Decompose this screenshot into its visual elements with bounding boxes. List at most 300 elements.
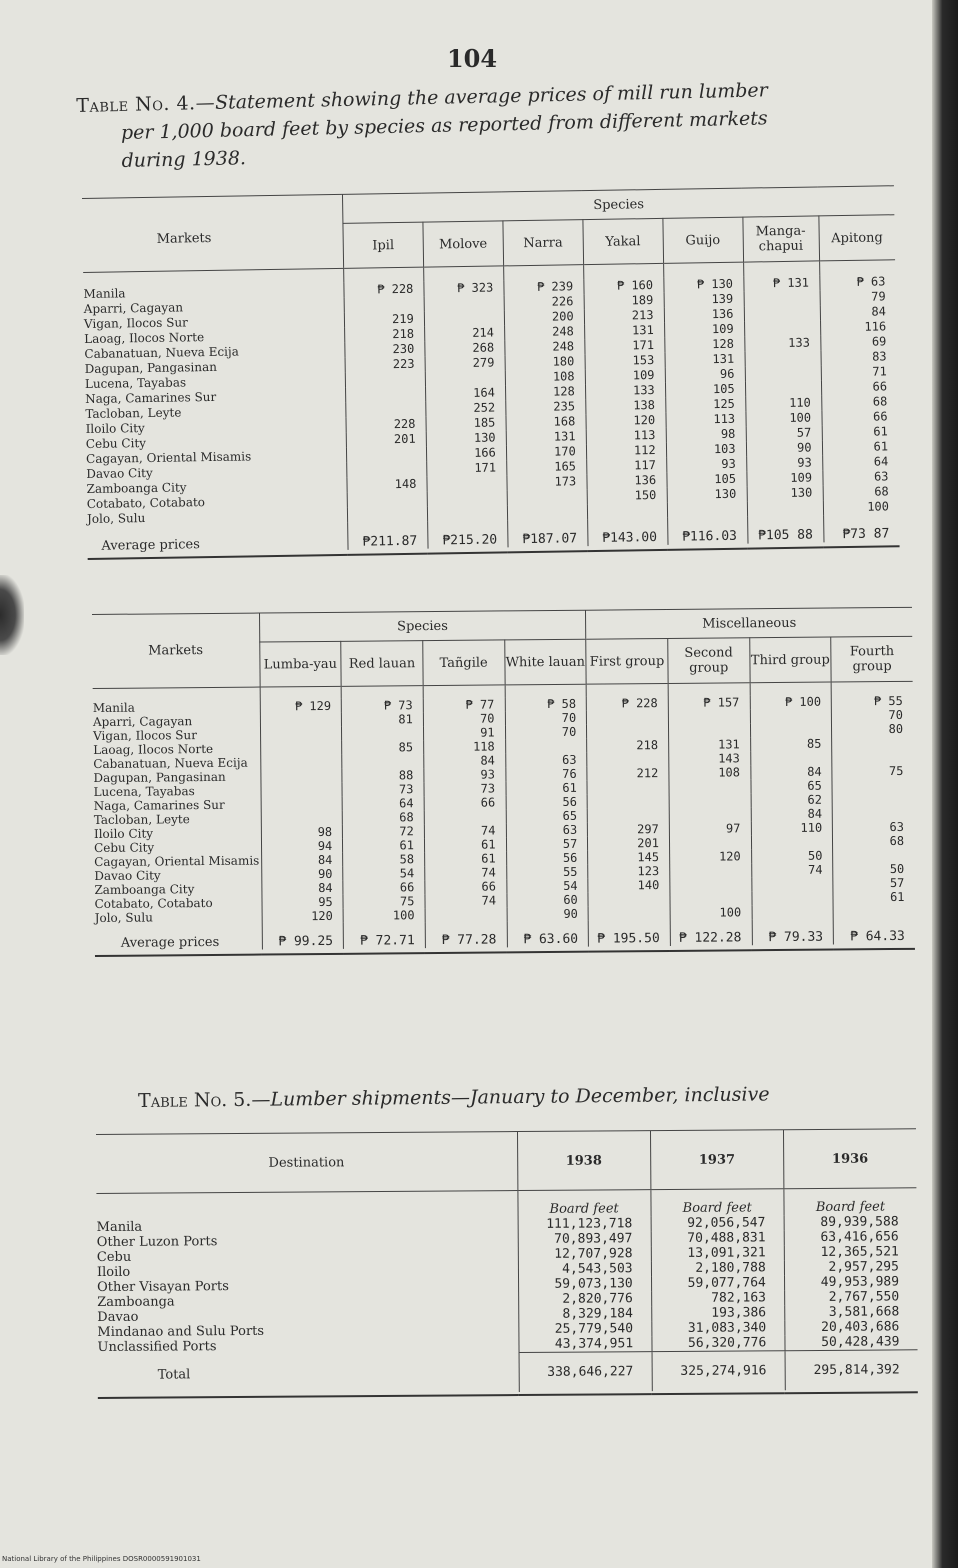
price-cell: 63 (505, 753, 587, 768)
price-cell: 74 (424, 823, 506, 838)
price-cell: 100 (343, 908, 425, 923)
price-cell (744, 320, 820, 336)
price-cell: 98 (666, 427, 746, 443)
price-cell: 91 (423, 725, 505, 740)
year-header: 1938 (517, 1131, 651, 1191)
price-cell (425, 370, 505, 386)
price-cell: 109 (664, 322, 744, 338)
price-cell: 83 (821, 349, 897, 365)
page-number: 104 (446, 44, 498, 73)
price-cell: 73 (424, 781, 506, 796)
price-cell: 213 (584, 308, 664, 324)
price-cell: 68 (833, 834, 914, 849)
price-cell: 90 (507, 907, 589, 922)
market-name: Iloilo City (85, 421, 145, 436)
price-cell: 118 (424, 739, 506, 754)
price-cell (752, 905, 834, 920)
market-name: Aparri, Cagayan (83, 300, 184, 316)
average-cell: ₱ 63.60 (507, 921, 589, 948)
page-edge-shadow (932, 0, 958, 1568)
price-cell: 125 (665, 397, 745, 413)
market-name: Cotabato, Cotabato (86, 495, 206, 511)
price-cell: 226 (504, 294, 584, 310)
price-cell: 133 (585, 383, 665, 399)
price-cell: 95 (262, 895, 344, 910)
unit-label: Board feet (784, 1188, 917, 1215)
price-cell (345, 372, 425, 388)
price-cell: 64 (822, 454, 898, 470)
price-cell: 200 (504, 309, 584, 325)
archive-footer: National Library of the Philippines DOSR0000591901031 (2, 1555, 201, 1563)
market-name: Lucena, Tayabas (93, 784, 195, 799)
price-cell: 230 (345, 342, 425, 358)
average-cell: ₱ 195.50 (588, 920, 670, 947)
price-cell: 61 (424, 851, 506, 866)
shipment-cell: 782,163 (651, 1290, 784, 1306)
shipment-cell: 31,083,340 (651, 1320, 784, 1336)
shipment-cell: 59,077,764 (651, 1275, 784, 1291)
price-cell: 57 (746, 425, 822, 441)
table4-part-a (82, 185, 900, 560)
price-cell (670, 877, 752, 892)
price-cell: 168 (506, 414, 586, 430)
price-cell: 130 (747, 485, 823, 501)
price-cell (260, 769, 342, 784)
price-cell (587, 794, 669, 809)
shipment-cell: 49,953,989 (784, 1274, 917, 1290)
average-cell: ₱143.00 (587, 518, 667, 546)
price-cell: 116 (820, 319, 896, 335)
shipment-cell: 2,820,776 (518, 1291, 651, 1307)
shipment-cell: 70,893,497 (518, 1231, 651, 1247)
market-name: Laoag, Ilocos Norte (93, 741, 214, 757)
species-header: Species (342, 186, 894, 224)
price-cell (832, 736, 913, 751)
price-cell: 56 (506, 795, 588, 810)
column-header: Apitong (818, 215, 895, 261)
shipment-cell: 25,779,540 (518, 1321, 651, 1337)
price-cell: ₱ 131 (743, 275, 819, 291)
price-cell: 66 (424, 795, 506, 810)
price-cell: 128 (664, 337, 744, 353)
price-cell: 110 (751, 821, 833, 836)
price-cell: 84 (750, 765, 832, 780)
price-cell: 84 (261, 881, 343, 896)
price-cell: 72 (343, 824, 425, 839)
market-name: Cagayan, Oriental Misamis (85, 449, 252, 466)
destination-name: Mindanao and Sulu Ports (97, 1323, 265, 1340)
shipment-cell: 13,091,321 (651, 1245, 784, 1261)
price-cell (750, 723, 832, 738)
price-cell (667, 502, 747, 518)
price-cell: ₱ 130 (663, 277, 743, 293)
price-cell: ₱ 129 (260, 699, 342, 714)
price-cell: 148 (347, 477, 427, 493)
column-header: Yakal (583, 218, 664, 264)
price-cell: 235 (506, 399, 586, 415)
price-cell: 79 (820, 289, 896, 305)
price-cell: 75 (343, 894, 425, 909)
shipment-cell: 50,428,439 (785, 1334, 918, 1350)
price-cell (751, 877, 833, 892)
market-name: Tacloban, Leyte (85, 405, 182, 421)
column-header: Fourth group (831, 636, 913, 682)
market-name: Manila (92, 700, 135, 715)
market-name: Vigan, Ilocos Sur (83, 315, 188, 331)
price-cell: 70 (505, 725, 587, 740)
shipment-cell: 3,581,668 (785, 1304, 918, 1320)
price-cell (668, 709, 750, 724)
table4-caption (76, 73, 898, 176)
market-name: Naga, Camarines Sur (85, 389, 217, 406)
average-label: Average prices (101, 537, 200, 554)
price-cell (261, 797, 343, 812)
table5-caption (138, 1082, 898, 1112)
price-cell: ₱ 160 (584, 278, 664, 294)
price-cell: ₱ 323 (424, 280, 504, 296)
price-cell: 189 (584, 293, 664, 309)
destination-header: Destination (268, 1154, 345, 1171)
price-cell: 108 (669, 765, 751, 780)
market-name: Dagupan, Pangasinan (84, 359, 218, 376)
market-name: Iloilo City (93, 826, 154, 841)
price-cell: 66 (425, 879, 507, 894)
price-cell: 61 (506, 781, 588, 796)
price-cell (260, 727, 342, 742)
price-cell: 145 (588, 850, 670, 865)
price-cell: 98 (261, 825, 343, 840)
unit-spacer (96, 1191, 517, 1220)
price-cell (260, 713, 342, 728)
price-cell: 120 (586, 413, 666, 429)
column-header: Guijo (663, 217, 744, 263)
price-cell: 57 (833, 876, 914, 891)
price-cell (750, 751, 832, 766)
market-name: Tacloban, Leyte (93, 812, 190, 827)
markets-header-b: Markets (92, 613, 260, 688)
table4-caption-lead: Table No. 4.— (76, 91, 216, 117)
price-cell: 248 (505, 339, 585, 355)
price-cell: 70 (423, 711, 505, 726)
shipment-cell: 63,416,656 (784, 1229, 917, 1245)
shipment-cell: 56,320,776 (652, 1335, 785, 1351)
price-cell: 136 (587, 473, 667, 489)
shipment-cell: 2,767,550 (784, 1289, 917, 1305)
shipment-cell: 92,056,547 (651, 1215, 784, 1231)
price-cell: ₱ 228 (586, 696, 668, 711)
price-cell (425, 907, 507, 922)
price-cell (427, 475, 507, 491)
market-name: Cagayan, Oriental Misamis (94, 853, 260, 869)
price-cell (587, 752, 669, 767)
price-cell: 93 (424, 767, 506, 782)
price-cell (833, 904, 914, 919)
price-cell: 84 (424, 753, 506, 768)
market-name: Zamboanga City (94, 882, 195, 897)
price-cell (588, 892, 670, 907)
market-name: Jolo, Sulu (86, 511, 146, 526)
total-label: Total (157, 1367, 191, 1383)
price-cell: 201 (346, 432, 426, 448)
price-cell: 218 (587, 738, 669, 753)
price-cell: 50 (833, 862, 914, 877)
markets-header: Markets (82, 194, 344, 272)
price-cell: 109 (746, 470, 822, 486)
price-cell (427, 505, 507, 521)
price-cell: 103 (666, 442, 746, 458)
price-cell: 75 (832, 764, 913, 779)
price-cell: ₱ 63 (819, 274, 895, 290)
price-cell (342, 726, 424, 741)
column-header: Manga-chapui (742, 216, 819, 262)
average-cell: ₱ 122.28 (670, 919, 752, 946)
column-header: First group (586, 638, 668, 684)
price-cell: 81 (342, 712, 424, 727)
price-cell: 268 (425, 340, 505, 356)
column-header: Tañgile (423, 640, 505, 686)
price-cell: 93 (666, 457, 746, 473)
column-header: Lumba-yau (259, 641, 341, 687)
price-cell (507, 504, 587, 520)
price-cell: 100 (670, 905, 752, 920)
shipment-cell: 12,707,928 (518, 1246, 651, 1262)
average-cell: ₱105 88 (747, 515, 823, 543)
price-cell: 248 (504, 324, 584, 340)
price-cell: 70 (832, 708, 913, 723)
price-cell: 153 (585, 353, 665, 369)
price-cell: 74 (425, 893, 507, 908)
price-cell (347, 507, 427, 523)
price-cell (669, 835, 751, 850)
column-header: Molove (423, 221, 504, 267)
price-cell: ₱ 239 (504, 279, 584, 295)
price-cell: 80 (832, 722, 913, 737)
table4-part-b (92, 607, 915, 957)
shipment-cell: 43,374,951 (518, 1336, 651, 1352)
price-cell: 57 (506, 837, 588, 852)
price-cell (427, 490, 507, 506)
price-cell: 223 (345, 357, 425, 373)
price-cell (424, 295, 504, 311)
market-name: Zamboanga City (86, 480, 187, 496)
table4a-grid (82, 185, 900, 560)
market-name: Davao City (86, 465, 153, 481)
price-cell: 113 (666, 412, 746, 428)
shipment-cell: 2,180,788 (651, 1260, 784, 1276)
price-cell: 218 (345, 327, 425, 343)
market-name: Vigan, Ilocos Sur (93, 728, 198, 743)
average-cell: ₱ 77.28 (425, 921, 507, 948)
price-cell (346, 447, 426, 463)
price-cell (668, 723, 750, 738)
price-cell: 219 (344, 312, 424, 328)
price-cell: 60 (507, 893, 589, 908)
price-cell: 120 (669, 849, 751, 864)
price-cell: 109 (585, 368, 665, 384)
table5-caption-text: Lumber shipments—January to December, inclusive (270, 1083, 770, 1111)
price-cell: 84 (820, 304, 896, 320)
price-cell: 214 (424, 325, 504, 341)
price-cell (346, 402, 426, 418)
misc-header: Miscellaneous (586, 607, 913, 639)
price-cell: 76 (505, 767, 587, 782)
price-cell: 69 (820, 334, 896, 350)
price-cell: 130 (426, 430, 506, 446)
shipment-cell: 111,123,718 (518, 1216, 651, 1232)
table4-caption-line3: during 1938. (121, 147, 247, 172)
market-name: Cebu City (85, 436, 147, 451)
destination-name: Other Luzon Ports (96, 1234, 218, 1250)
price-cell: 54 (506, 879, 588, 894)
price-cell (505, 739, 587, 754)
total-cell: 338,646,227 (519, 1352, 652, 1392)
price-cell: 131 (665, 352, 745, 368)
price-cell: ₱ 228 (344, 282, 424, 298)
table5-grid (96, 1128, 918, 1399)
price-cell: ₱ 157 (668, 695, 750, 710)
table5-caption-lead: Table No. 5.— (138, 1088, 271, 1112)
average-cell: ₱73 87 (823, 514, 899, 542)
unit-label: Board feet (651, 1189, 784, 1216)
total-row (98, 1350, 918, 1395)
price-cell (745, 350, 821, 366)
price-cell (750, 709, 832, 724)
price-cell: 123 (588, 864, 670, 879)
average-cell: ₱ 72.71 (343, 922, 425, 949)
destination-name: Manila (96, 1219, 143, 1235)
destination-name: Davao (97, 1309, 139, 1325)
market-name: Lucena, Tayabas (84, 375, 187, 391)
price-cell (260, 741, 342, 756)
average-cell: ₱ 99.25 (262, 923, 344, 950)
total-cell: 295,814,392 (785, 1350, 918, 1390)
table4b-grid (92, 607, 915, 957)
price-cell: 63 (506, 823, 588, 838)
market-name: Aparri, Cagayan (92, 714, 193, 729)
price-cell: ₱ 100 (750, 695, 832, 710)
market-name: Cabanatuan, Nueva Ecija (93, 755, 248, 771)
price-cell (261, 783, 343, 798)
price-cell: 128 (505, 384, 585, 400)
price-cell: 297 (588, 822, 670, 837)
price-cell (347, 492, 427, 508)
year-header: 1936 (783, 1129, 916, 1189)
destination-name: Zamboanga (97, 1294, 175, 1310)
shipment-cell: 12,365,521 (784, 1244, 917, 1260)
market-name: Cabanatuan, Nueva Ecija (84, 344, 239, 361)
shipment-cell: 193,386 (651, 1305, 784, 1321)
price-cell: 131 (669, 737, 751, 752)
price-cell: 252 (426, 400, 506, 416)
price-cell: 100 (823, 499, 899, 515)
price-cell (832, 750, 913, 765)
price-cell: 97 (669, 821, 751, 836)
price-cell: 185 (426, 415, 506, 431)
price-cell: 105 (665, 382, 745, 398)
price-cell (832, 792, 913, 807)
price-cell (507, 489, 587, 505)
price-cell: 85 (750, 737, 832, 752)
shipment-cell: 2,957,295 (784, 1259, 917, 1275)
price-cell: 117 (586, 458, 666, 474)
price-cell: 61 (343, 838, 425, 853)
destination-name: Iloilo (96, 1264, 131, 1280)
price-cell: 180 (505, 354, 585, 370)
price-cell: 171 (427, 460, 507, 476)
price-cell (344, 297, 424, 313)
column-header: Third group (749, 637, 831, 683)
market-name: Dagupan, Pangasinan (93, 769, 226, 785)
price-cell: 55 (506, 865, 588, 880)
price-cell (587, 724, 669, 739)
price-cell: 150 (587, 488, 667, 504)
scan-blot (0, 575, 24, 655)
price-cell: 113 (586, 428, 666, 444)
average-cell: ₱215.20 (427, 520, 507, 548)
shipment-cell: 4,543,503 (518, 1261, 651, 1277)
price-cell (345, 387, 425, 403)
price-cell (347, 462, 427, 478)
price-cell: 58 (343, 852, 425, 867)
market-name: Cebu City (93, 840, 155, 855)
price-cell: 61 (424, 837, 506, 852)
price-cell (588, 906, 670, 921)
price-cell (424, 809, 506, 824)
shipment-cell: 59,073,130 (518, 1276, 651, 1292)
price-cell: 65 (506, 809, 588, 824)
unit-label: Board feet (517, 1190, 650, 1217)
price-cell: 170 (506, 444, 586, 460)
price-cell: 66 (821, 379, 897, 395)
shipment-cell: 20,403,686 (785, 1319, 918, 1335)
shipment-cell: 70,488,831 (651, 1230, 784, 1246)
price-cell: 54 (343, 866, 425, 881)
price-cell: 143 (669, 751, 751, 766)
price-cell: 71 (821, 364, 897, 380)
table4-caption-line1: Statement showing the average prices of mill run lumber (214, 79, 768, 114)
price-cell: 164 (425, 385, 505, 401)
price-cell: 94 (261, 839, 343, 854)
price-cell: 63 (833, 820, 914, 835)
price-cell: 133 (744, 335, 820, 351)
average-cell: ₱116.03 (667, 517, 747, 545)
column-header: White lauan (504, 639, 586, 685)
price-cell: 93 (746, 455, 822, 471)
price-cell: 112 (586, 443, 666, 459)
price-cell: 84 (751, 807, 833, 822)
average-cell: ₱211.87 (348, 522, 428, 550)
price-cell: 62 (751, 793, 833, 808)
column-header: Second group (668, 638, 750, 684)
price-cell: 66 (343, 880, 425, 895)
price-cell: 84 (261, 853, 343, 868)
table4-caption-line2: per 1,000 board feet by species as reported from different markets (120, 107, 768, 144)
table5 (96, 1128, 918, 1399)
market-name: Cotabato, Cotabato (94, 895, 213, 911)
price-cell (752, 891, 834, 906)
price-cell: 130 (667, 487, 747, 503)
destination-name: Cebu (96, 1249, 132, 1265)
price-cell (744, 305, 820, 321)
price-cell: 74 (425, 865, 507, 880)
price-cell (587, 780, 669, 795)
price-cell: 63 (822, 469, 898, 485)
price-cell (745, 380, 821, 396)
price-cell (587, 808, 669, 823)
price-cell: 70 (505, 711, 587, 726)
price-cell: 96 (665, 367, 745, 383)
price-cell (669, 779, 751, 794)
